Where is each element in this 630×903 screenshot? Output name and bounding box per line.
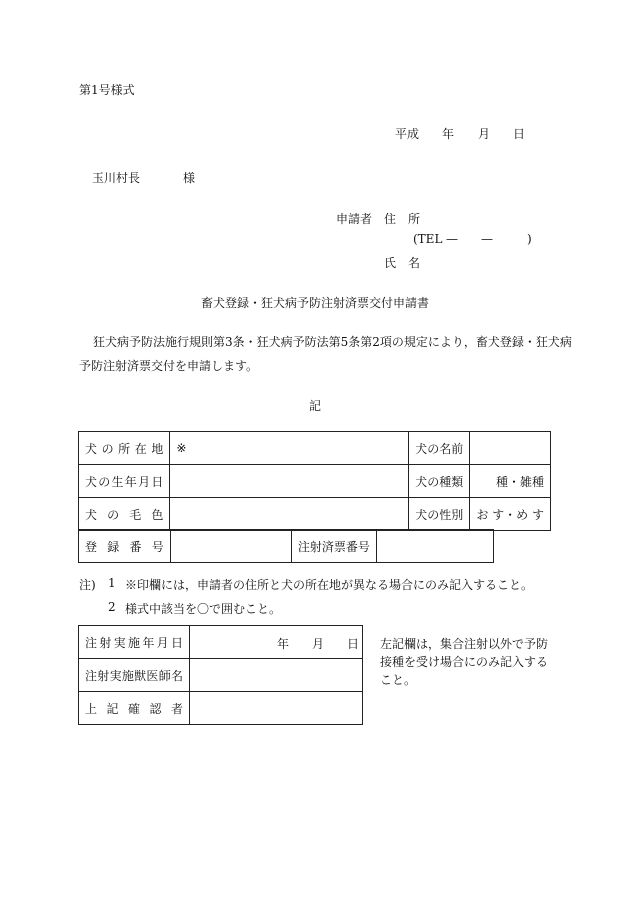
coat-value-cell[interactable] [170,498,409,531]
table-row [79,530,494,563]
breed-value-cell[interactable] [470,465,551,498]
note-1-text: ※印欄には，申請者の住所と犬の所在地が異なる場合にのみ記入すること。 [125,578,534,592]
side-note [380,635,548,689]
table-row [79,432,551,465]
side-note-line-2: 接種を受け場合にのみ記入する [380,655,549,669]
dog-info-table [78,431,551,531]
tel-close: ) [527,232,532,246]
tel-dash-2: — [481,232,493,246]
injection-date-day: 日 [346,637,359,651]
ki-heading: 記 [308,399,321,413]
location-label: 犬の所在地 [85,441,164,456]
date-year: 年 [442,127,455,141]
sex-label: 犬の性別 [415,507,464,522]
location-label-cell [79,432,170,465]
injection-date-year: 年 [276,637,289,651]
document-title: 畜犬登録・狂犬病予防注射済票交付申請書 [200,296,429,310]
note-2-number: 2 [108,600,116,614]
form-number: 第1号様式 [79,83,135,97]
location-value-cell[interactable] [170,432,409,465]
injection-date-cell[interactable] [189,626,362,659]
table-row [79,465,551,498]
addressee-name: 玉川村長 [92,171,141,185]
date-era: 平成 [395,127,420,141]
date-day: 日 [513,127,526,141]
coat-label: 犬の毛色 [85,507,164,522]
tel-dash-1: — [446,232,458,246]
tag-label: 注射済票番号 [297,539,370,554]
coat-label-cell [79,498,170,531]
sex-label-cell [409,498,470,531]
note-1-number: 1 [108,576,116,590]
injection-date-label: 注射実施年月日 [85,635,183,650]
sex-options: お す・め す [476,507,544,522]
breed-label: 犬の種類 [415,474,464,489]
birth-label-cell [79,465,170,498]
birth-value-cell[interactable] [170,465,409,498]
vet-label-cell [79,659,190,692]
reg-value-cell[interactable] [170,530,291,563]
dog-name-label: 犬の名前 [415,441,464,456]
note-2-text: 様式中該当を〇で囲むこと。 [125,602,282,616]
vet-label: 注射実施獣医師名 [85,668,183,683]
injection-date-month: 月 [311,637,324,651]
table-row [79,659,363,692]
addressee-honorific: 様 [183,171,196,185]
table-row [79,692,363,725]
registration-table [78,529,494,563]
reg-label: 登録番号 [85,539,164,554]
side-note-line-3: こと。 [380,673,417,687]
dog-name-value-cell[interactable] [470,432,551,465]
notes-prefix: 注) [79,578,96,592]
date-month: 月 [478,127,491,141]
injection-table [78,625,363,725]
confirm-label: 上記確認者 [85,701,183,716]
location-mark: ※ [176,441,187,455]
breed-suffix: 種・雑種 [495,474,544,489]
name-label: 氏 名 [384,256,421,270]
applicant-label: 申請者 [336,212,373,226]
tag-label-cell [291,530,376,563]
vet-value-cell[interactable] [189,659,362,692]
reg-label-cell [79,530,171,563]
confirm-label-cell [79,692,190,725]
dog-name-label-cell [409,432,470,465]
tel-open: (TEL [413,232,443,246]
address-label: 住 所 [384,212,421,226]
body-text-line-2: 予防注射済票交付を申請します。 [79,359,259,373]
table-row [79,498,551,531]
side-note-line-1: 左記欄は，集合注射以外で予防 [380,637,549,651]
breed-label-cell [409,465,470,498]
table-row [79,626,363,659]
tag-value-cell[interactable] [376,530,493,563]
date-label-cell [79,626,190,659]
body-text-line-1: 狂犬病予防法施行規則第3条・狂犬病予防法第5条第2項の規定により，畜犬登録・狂犬病 [93,335,572,349]
birth-label: 犬の生年月日 [85,474,164,489]
confirm-value-cell[interactable] [189,692,362,725]
sex-value-cell[interactable] [470,498,551,531]
